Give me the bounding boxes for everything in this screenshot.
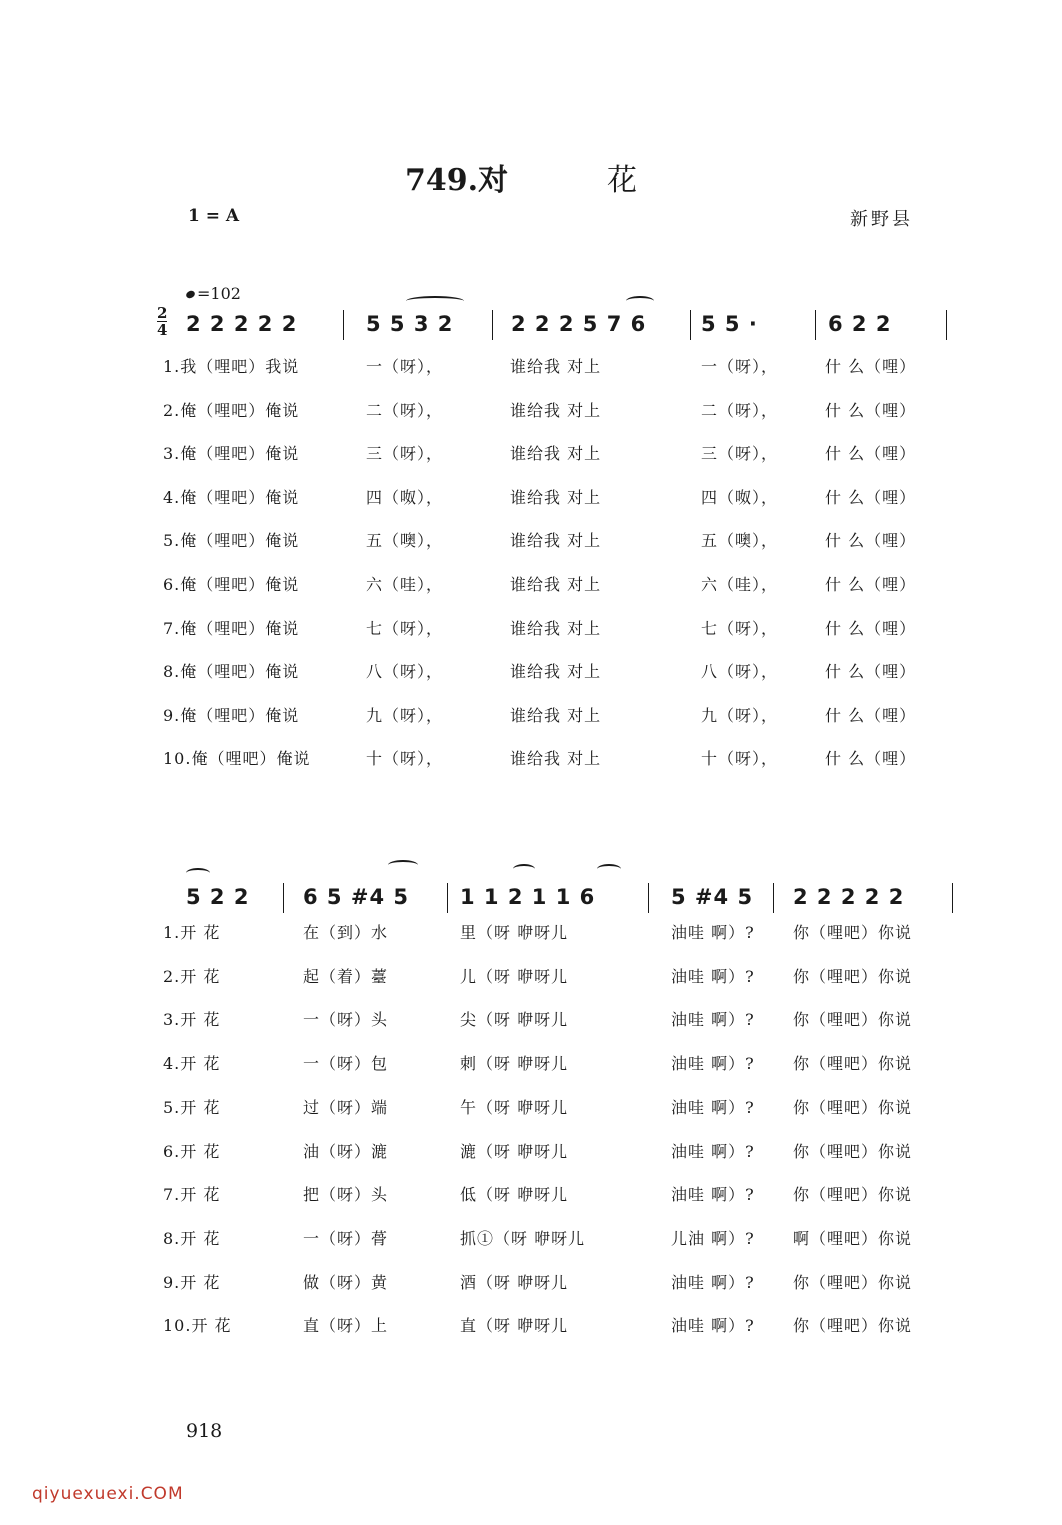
lyric-verse-8-measure-4: 八（呀）， — [701, 662, 779, 682]
lyric-verse-5-measure-5: 你（哩吧）你说 — [793, 1097, 913, 1117]
tie-mark — [513, 864, 535, 874]
key-signature: 1 = A — [188, 206, 240, 226]
lyric-verse-8-measure-5: 什 么（哩） — [825, 662, 917, 682]
measure-3: 2 2 2 5 7 6 — [511, 312, 647, 336]
lyric-verse-10-measure-4: 十（呀）， — [701, 749, 779, 769]
tie-mark — [406, 296, 464, 306]
lyric-verse-8-measure-5: 啊（哩吧）你说 — [793, 1228, 913, 1248]
lyric-verse-9-measure-5: 什 么（哩） — [825, 705, 917, 725]
song-title-suffix: 花 — [607, 163, 637, 198]
lyric-verse-7-measure-5: 你（哩吧）你说 — [793, 1185, 913, 1205]
lyric-verse-9-measure-3: 谁给我 对上 — [510, 705, 602, 725]
lyric-verse-3-measure-4: 三（呀）， — [701, 444, 779, 464]
quarter-note-icon — [185, 289, 196, 299]
lyric-verse-3-measure-4: 油哇 啊）? — [671, 1010, 755, 1030]
page-number: 918 — [186, 1420, 223, 1442]
lyric-verse-9-measure-4: 九（呀）， — [701, 705, 779, 725]
bar-line — [283, 883, 284, 913]
lyric-verse-4-measure-4: 油哇 啊）? — [671, 1054, 755, 1074]
lyric-verse-7-measure-2: 把（呀）头 — [303, 1185, 389, 1205]
lyric-verse-8-measure-2: 一（呀）蓇 — [303, 1228, 389, 1248]
lyric-verse-3-measure-1: 3.开 花 — [163, 1010, 221, 1030]
lyric-verse-9-measure-3: 酒（呀 咿呀儿 — [460, 1272, 569, 1292]
lyric-verse-5-measure-2: 过（呀）端 — [303, 1097, 389, 1117]
measure-1: 5 2 2 — [186, 885, 250, 909]
lyric-verse-5-measure-4: 五（噢）， — [701, 531, 779, 551]
bar-line — [492, 310, 493, 340]
measure-2: 6 5 #4 5 — [303, 885, 409, 909]
song-title: 749.对 — [405, 163, 509, 198]
bar-line — [343, 310, 344, 340]
lyric-verse-6-measure-2: 油（呀）漉 — [303, 1141, 389, 1161]
measure-4: 5 #4 5 — [671, 885, 754, 909]
lyric-verse-3-measure-2: 三（呀）， — [366, 444, 444, 464]
lyric-verse-9-measure-2: 九（呀）， — [366, 705, 444, 725]
lyric-verse-8-measure-3: 抓①（呀 咿呀儿 — [460, 1228, 586, 1248]
bar-line — [447, 883, 448, 913]
bar-line — [815, 310, 816, 340]
lyric-verse-8-measure-1: 8.开 花 — [163, 1228, 221, 1248]
measure-5: 6 2 2 — [828, 312, 892, 336]
bar-line — [773, 883, 774, 913]
lyric-verse-6-measure-1: 6.开 花 — [163, 1141, 221, 1161]
lyric-verse-2-measure-4: 二（呀）， — [701, 400, 779, 420]
lyric-verse-9-measure-5: 你（哩吧）你说 — [793, 1272, 913, 1292]
lyric-verse-7-measure-5: 什 么（哩） — [825, 618, 917, 638]
lyric-verse-10-measure-1: 10.开 花 — [163, 1316, 232, 1336]
tie-mark — [186, 868, 210, 878]
lyric-verse-4-measure-2: 一（呀）包 — [303, 1054, 389, 1074]
tie-mark — [597, 864, 621, 874]
lyric-verse-2-measure-1: 2.俺（哩吧）俺说 — [163, 400, 300, 420]
lyric-verse-2-measure-4: 油哇 啊）? — [671, 966, 755, 986]
lyric-verse-4-measure-5: 你（哩吧）你说 — [793, 1054, 913, 1074]
lyric-verse-1-measure-1: 1.我（哩吧）我说 — [163, 357, 300, 376]
time-signature-top: 2 — [157, 304, 168, 322]
lyric-verse-2-measure-5: 你（哩吧）你说 — [793, 966, 913, 986]
lyric-verse-4-measure-4: 四（呶）， — [701, 487, 779, 507]
lyric-verse-6-measure-4: 油哇 啊）? — [671, 1141, 755, 1161]
lyric-verse-3-measure-5: 你（哩吧）你说 — [793, 1010, 913, 1030]
bar-line — [946, 310, 947, 340]
time-signature-bottom: 4 — [157, 321, 168, 339]
lyric-verse-3-measure-1: 3.俺（哩吧）俺说 — [163, 444, 300, 464]
lyric-verse-2-measure-2: 起（着）薹 — [303, 966, 389, 986]
lyric-verse-9-measure-1: 9.开 花 — [163, 1272, 221, 1292]
bar-line — [690, 310, 691, 340]
lyric-verse-1-measure-1: 1.开 花 — [163, 923, 221, 942]
watermark: qiyuexuexi.COM — [32, 1484, 184, 1504]
tempo-marking — [186, 284, 241, 303]
lyric-verse-7-measure-3: 谁给我 对上 — [510, 618, 602, 638]
lyric-verse-5-measure-3: 谁给我 对上 — [510, 531, 602, 551]
lyric-verse-3-measure-2: 一（呀）头 — [303, 1010, 389, 1030]
lyric-verse-1-measure-3: 谁给我 对上 — [510, 357, 602, 376]
lyric-verse-7-measure-4: 七（呀）， — [701, 618, 779, 638]
lyric-verse-10-measure-2: 直（呀）上 — [303, 1316, 389, 1336]
lyric-verse-3-measure-3: 尖（呀 咿呀儿 — [460, 1010, 569, 1030]
lyric-verse-3-measure-5: 什 么（哩） — [825, 444, 917, 464]
lyric-verse-7-measure-4: 油哇 啊）? — [671, 1185, 755, 1205]
lyric-verse-5-measure-2: 五（噢）， — [366, 531, 444, 551]
region-label: 新野县 — [850, 209, 913, 230]
lyric-verse-6-measure-2: 六（哇）， — [366, 575, 444, 594]
lyric-verse-1-measure-2: 在（到）水 — [303, 923, 389, 942]
lyric-verse-1-measure-5: 什 么（哩） — [825, 357, 917, 376]
lyric-verse-3-measure-3: 谁给我 对上 — [510, 444, 602, 464]
lyric-verse-1-measure-2: 一（呀）， — [366, 357, 444, 376]
lyric-verse-6-measure-3: 谁给我 对上 — [510, 575, 602, 594]
lyric-verse-5-measure-5: 什 么（哩） — [825, 531, 917, 551]
lyric-verse-2-measure-5: 什 么（哩） — [825, 400, 917, 420]
lyric-verse-4-measure-1: 4.开 花 — [163, 1054, 221, 1074]
tie-mark — [388, 860, 418, 870]
lyric-verse-6-measure-1: 6.俺（哩吧）俺说 — [163, 575, 300, 594]
lyric-verse-1-measure-3: 里（呀 咿呀儿 — [460, 923, 569, 942]
measure-2: 5 5 3 2 — [366, 312, 454, 336]
lyric-verse-10-measure-3: 直（呀 咿呀儿 — [460, 1316, 569, 1336]
tempo-value: =102 — [197, 284, 241, 303]
lyric-verse-1-measure-4: 油哇 啊）? — [671, 923, 755, 942]
time-signature — [157, 306, 167, 337]
lyric-verse-4-measure-2: 四（呶）， — [366, 487, 444, 507]
lyric-verse-5-measure-1: 5.俺（哩吧）俺说 — [163, 531, 300, 551]
lyric-verse-2-measure-1: 2.开 花 — [163, 966, 221, 986]
measure-1: 2 2 2 2 2 — [186, 312, 298, 336]
lyric-verse-7-measure-1: 7.开 花 — [163, 1185, 221, 1205]
lyric-verse-2-measure-3: 儿（呀 咿呀儿 — [460, 966, 569, 986]
lyric-verse-8-measure-3: 谁给我 对上 — [510, 662, 602, 682]
lyric-verse-7-measure-1: 7.俺（哩吧）俺说 — [163, 618, 300, 638]
lyric-verse-2-measure-3: 谁给我 对上 — [510, 400, 602, 420]
lyric-verse-1-measure-4: 一（呀）， — [701, 357, 779, 376]
lyric-verse-9-measure-1: 9.俺（哩吧）俺说 — [163, 705, 300, 725]
lyric-verse-7-measure-3: 低（呀 咿呀儿 — [460, 1185, 569, 1205]
tie-mark — [626, 296, 654, 306]
lyric-verse-5-measure-4: 油哇 啊）? — [671, 1097, 755, 1117]
measure-4: 5 5 · — [701, 312, 758, 336]
lyric-verse-10-measure-5: 什 么（哩） — [825, 749, 917, 769]
lyric-verse-10-measure-5: 你（哩吧）你说 — [793, 1316, 913, 1336]
lyric-verse-7-measure-2: 七（呀）， — [366, 618, 444, 638]
lyric-verse-1-measure-5: 你（哩吧）你说 — [793, 923, 913, 942]
lyric-verse-5-measure-3: 午（呀 咿呀儿 — [460, 1097, 569, 1117]
lyric-verse-5-measure-1: 5.开 花 — [163, 1097, 221, 1117]
lyric-verse-4-measure-1: 4.俺（哩吧）俺说 — [163, 487, 300, 507]
lyric-verse-4-measure-5: 什 么（哩） — [825, 487, 917, 507]
lyric-verse-4-measure-3: 刺（呀 咿呀儿 — [460, 1054, 569, 1074]
lyric-verse-6-measure-5: 什 么（哩） — [825, 575, 917, 594]
lyric-verse-10-measure-1: 10.俺（哩吧）俺说 — [163, 749, 311, 769]
lyric-verse-8-measure-4: 儿油 啊）? — [671, 1228, 755, 1248]
lyric-verse-4-measure-3: 谁给我 对上 — [510, 487, 602, 507]
lyric-verse-2-measure-2: 二（呀）， — [366, 400, 444, 420]
lyric-verse-10-measure-4: 油哇 啊）? — [671, 1316, 755, 1336]
lyric-verse-10-measure-2: 十（呀）， — [366, 749, 444, 769]
lyric-verse-9-measure-4: 油哇 啊）? — [671, 1272, 755, 1292]
measure-5: 2 2 2 2 2 — [793, 885, 905, 909]
lyric-verse-10-measure-3: 谁给我 对上 — [510, 749, 602, 769]
measure-3: 1 1 2 1 1 6 — [460, 885, 596, 909]
bar-line — [952, 883, 953, 913]
lyric-verse-6-measure-3: 漉（呀 咿呀儿 — [460, 1141, 569, 1161]
lyric-verse-6-measure-5: 你（哩吧）你说 — [793, 1141, 913, 1161]
lyric-verse-9-measure-2: 做（呀）黄 — [303, 1272, 389, 1292]
lyric-verse-8-measure-1: 8.俺（哩吧）俺说 — [163, 662, 300, 682]
bar-line — [648, 883, 649, 913]
lyric-verse-8-measure-2: 八（呀）， — [366, 662, 444, 682]
lyric-verse-6-measure-4: 六（哇）， — [701, 575, 779, 594]
